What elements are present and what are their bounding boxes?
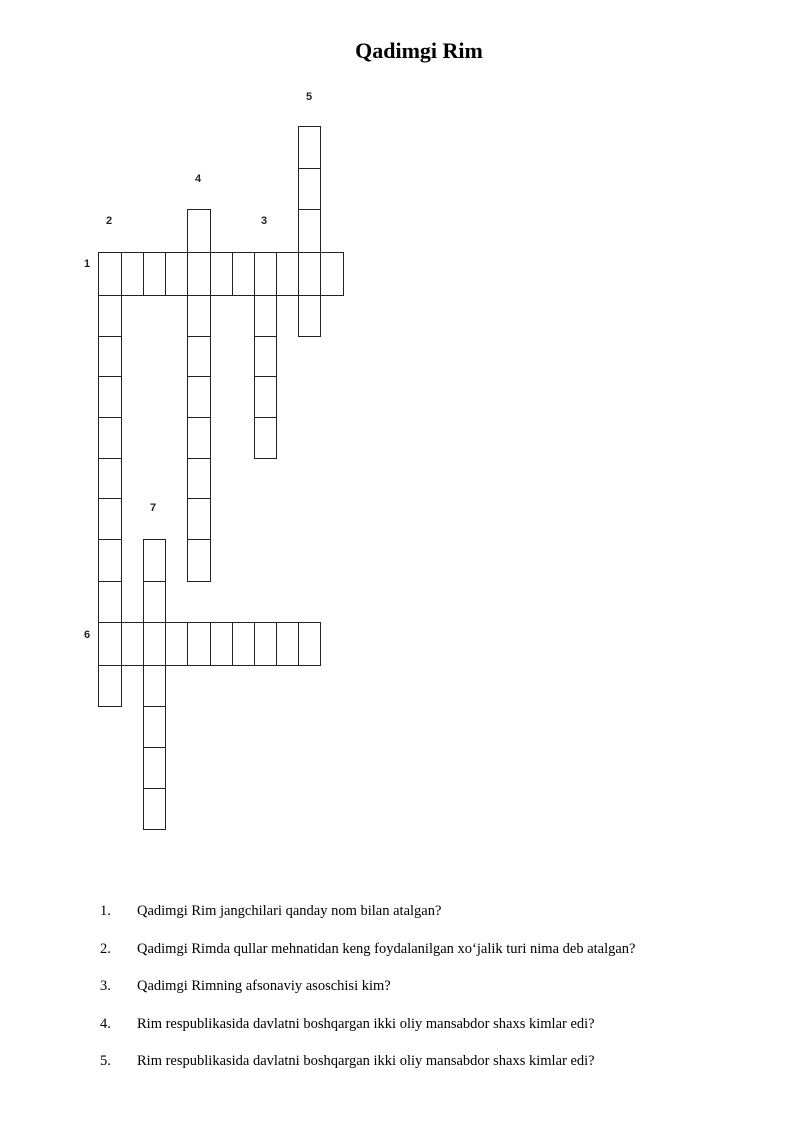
clue-text: Rim respublikasida davlatni boshqargan ikki oliy mansabdor shaxs kimlar edi? <box>137 1015 595 1032</box>
crossword-cell[interactable] <box>121 252 144 296</box>
crossword-cell[interactable] <box>187 295 211 337</box>
crossword-cell[interactable] <box>143 539 166 582</box>
crossword-cell[interactable] <box>143 706 166 748</box>
crossword-cell[interactable] <box>121 622 144 666</box>
clue-number: 4. <box>100 1015 111 1032</box>
crossword-cell[interactable] <box>232 622 255 666</box>
crossword-cell[interactable] <box>187 336 211 377</box>
crossword-cell[interactable] <box>232 252 255 296</box>
crossword-cell[interactable] <box>298 209 321 253</box>
clue-text: Qadimgi Rim jangchilari qanday nom bilan atalgan? <box>137 903 442 919</box>
crossword-cell[interactable] <box>98 417 122 459</box>
clue-number: 5. <box>100 1053 111 1069</box>
clue-number: 1. <box>100 903 111 919</box>
crossword-cell[interactable] <box>98 665 122 707</box>
crossword-cell[interactable] <box>143 622 166 666</box>
crossword-cell[interactable] <box>210 622 233 666</box>
clue-text: Qadimgi Rimda qullar mehnatidan keng foydalanilgan xo‘jalik turi nima deb atalgan? <box>137 940 636 957</box>
crossword-cell[interactable] <box>187 209 211 253</box>
crossword-cell[interactable] <box>276 622 299 666</box>
crossword-cell[interactable] <box>187 498 211 540</box>
clue-item <box>100 978 740 1016</box>
clue-number-4: 4 <box>195 173 202 185</box>
clue-number-2: 2 <box>106 215 113 227</box>
crossword-cell[interactable] <box>298 126 321 169</box>
clue-number-5: 5 <box>306 91 313 103</box>
crossword-cell[interactable] <box>276 252 299 296</box>
crossword-cell[interactable] <box>143 665 166 707</box>
clue-number: 3. <box>100 978 111 994</box>
crossword-cell[interactable] <box>254 622 277 666</box>
clue-number-7: 7 <box>150 502 157 514</box>
crossword-cell[interactable] <box>143 788 166 830</box>
crossword-cell[interactable] <box>98 581 122 623</box>
clue-text: Qadimgi Rimning afsonaviy asoschisi kim? <box>137 978 391 994</box>
crossword-cell[interactable] <box>187 622 211 666</box>
crossword-cell[interactable] <box>254 252 277 296</box>
crossword-cell[interactable] <box>254 336 277 377</box>
crossword-cell[interactable] <box>187 539 211 582</box>
clue-number: 2. <box>100 940 111 957</box>
crossword-cell[interactable] <box>143 747 166 789</box>
crossword-cell[interactable] <box>298 168 321 210</box>
crossword-cell[interactable] <box>98 336 122 377</box>
crossword-cell[interactable] <box>298 295 321 337</box>
crossword-cell[interactable] <box>98 252 122 296</box>
crossword-cell[interactable] <box>298 252 321 296</box>
page-title: Qadimgi Rim <box>355 38 483 63</box>
crossword-cell[interactable] <box>143 581 166 623</box>
crossword-cell[interactable] <box>187 458 211 499</box>
crossword-cell[interactable] <box>298 622 321 666</box>
crossword-cell[interactable] <box>254 417 277 459</box>
clue-number-1: 1 <box>84 258 91 270</box>
crossword-cell[interactable] <box>187 417 211 459</box>
crossword-cell[interactable] <box>98 376 122 418</box>
crossword-cell[interactable] <box>98 539 122 582</box>
clue-text: Rim respublikasida davlatni boshqargan ikki oliy mansabdor shaxs kimlar edi? <box>137 1053 595 1069</box>
clue-item <box>100 1016 740 1054</box>
crossword-cell[interactable] <box>98 458 122 499</box>
clue-number-6: 6 <box>84 629 91 641</box>
clue-item <box>100 903 740 941</box>
clue-number-3: 3 <box>261 215 268 227</box>
crossword-cell[interactable] <box>98 622 122 666</box>
crossword-cell[interactable] <box>187 376 211 418</box>
clue-list <box>100 903 740 1091</box>
crossword-cell[interactable] <box>143 252 166 296</box>
crossword-cell[interactable] <box>320 252 344 296</box>
crossword-cell[interactable] <box>98 498 122 540</box>
crossword-cell[interactable] <box>98 295 122 337</box>
crossword-cell[interactable] <box>254 376 277 418</box>
crossword-cell[interactable] <box>165 622 188 666</box>
crossword-cell[interactable] <box>254 295 277 337</box>
clue-item <box>100 1053 740 1091</box>
crossword-cell[interactable] <box>187 252 211 296</box>
clue-item <box>100 941 740 979</box>
crossword-cell[interactable] <box>210 252 233 296</box>
crossword-cell[interactable] <box>165 252 188 296</box>
